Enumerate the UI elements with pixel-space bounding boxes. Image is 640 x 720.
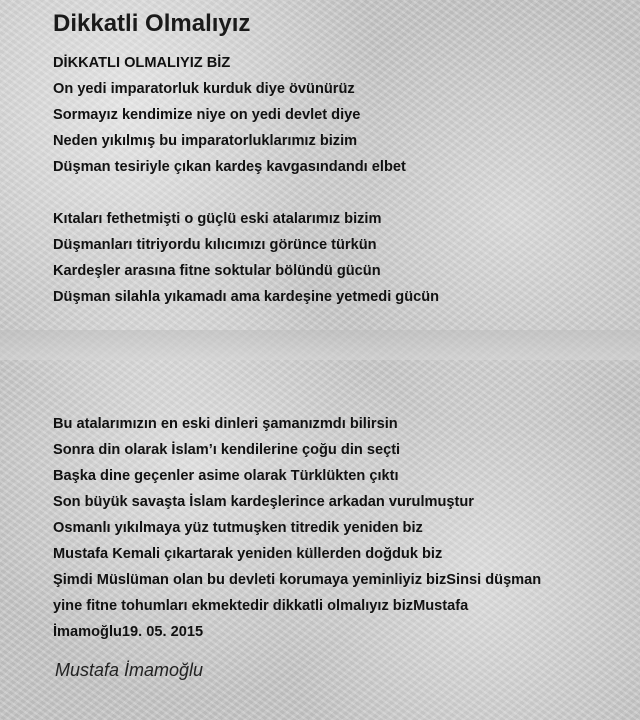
poem-line: Mustafa Kemali çıkartarak yeniden küllerden doğduk biz — [53, 546, 443, 562]
poem-line: İmamoğlu19. 05. 2015 — [53, 624, 204, 640]
poem-line: Başka dine geçenler asime olarak Türklükten çıktı — [53, 468, 399, 484]
poem-title: Dikkatli Olmalıyız — [53, 10, 251, 37]
stanza-3 — [53, 411, 633, 645]
poem-line: Bu atalarımızın en eski dinleri şamanızmdı bilirsin — [53, 416, 398, 432]
poem-line: Kardeşler arasına fitne soktular bölündü gücün — [53, 263, 381, 279]
stanza-1 — [53, 50, 633, 180]
poem-line: Neden yıkılmış bu imparatorluklarımız bizim — [53, 133, 358, 149]
poem-line: On yedi imparatorluk kurduk diye övünürüz — [53, 81, 355, 97]
poem-line: Son büyük savaşta İslam kardeşlerince arkadan vurulmuştur — [53, 494, 474, 510]
author-name: Mustafa İmamoğlu — [55, 660, 204, 680]
poem-line: yine fitne tohumları ekmektedir dikkatli olmalıyız bizMustafa — [53, 598, 469, 614]
poem-line: Düşmanları titriyordu kılıcımızı görünce türkün — [53, 237, 377, 253]
poem-line: Sormayız kendimize niye on yedi devlet diye — [53, 107, 361, 123]
poem-line: DİKKATLI OLMALIYIZ BİZ — [53, 55, 231, 71]
poem-line: Sonra din olarak İslam’ı kendilerine çoğu din seçti — [53, 442, 401, 458]
poem-line: Düşman tesiriyle çıkan kardeş kavgasındandı elbet — [53, 159, 406, 175]
poem-line: Osmanlı yıkılmaya yüz tutmuşken titredik yeniden biz — [53, 520, 423, 536]
stanza-2 — [53, 206, 633, 310]
poem-line: Düşman silahla yıkamadı ama kardeşine yetmedi gücün — [53, 289, 440, 305]
poem-line: Şimdi Müslüman olan bu devleti korumaya yeminliyiz bizSinsi düşman — [53, 572, 542, 588]
poem-line: Kıtaları fethetmişti o güçlü eski atalarımız bizim — [53, 211, 382, 227]
